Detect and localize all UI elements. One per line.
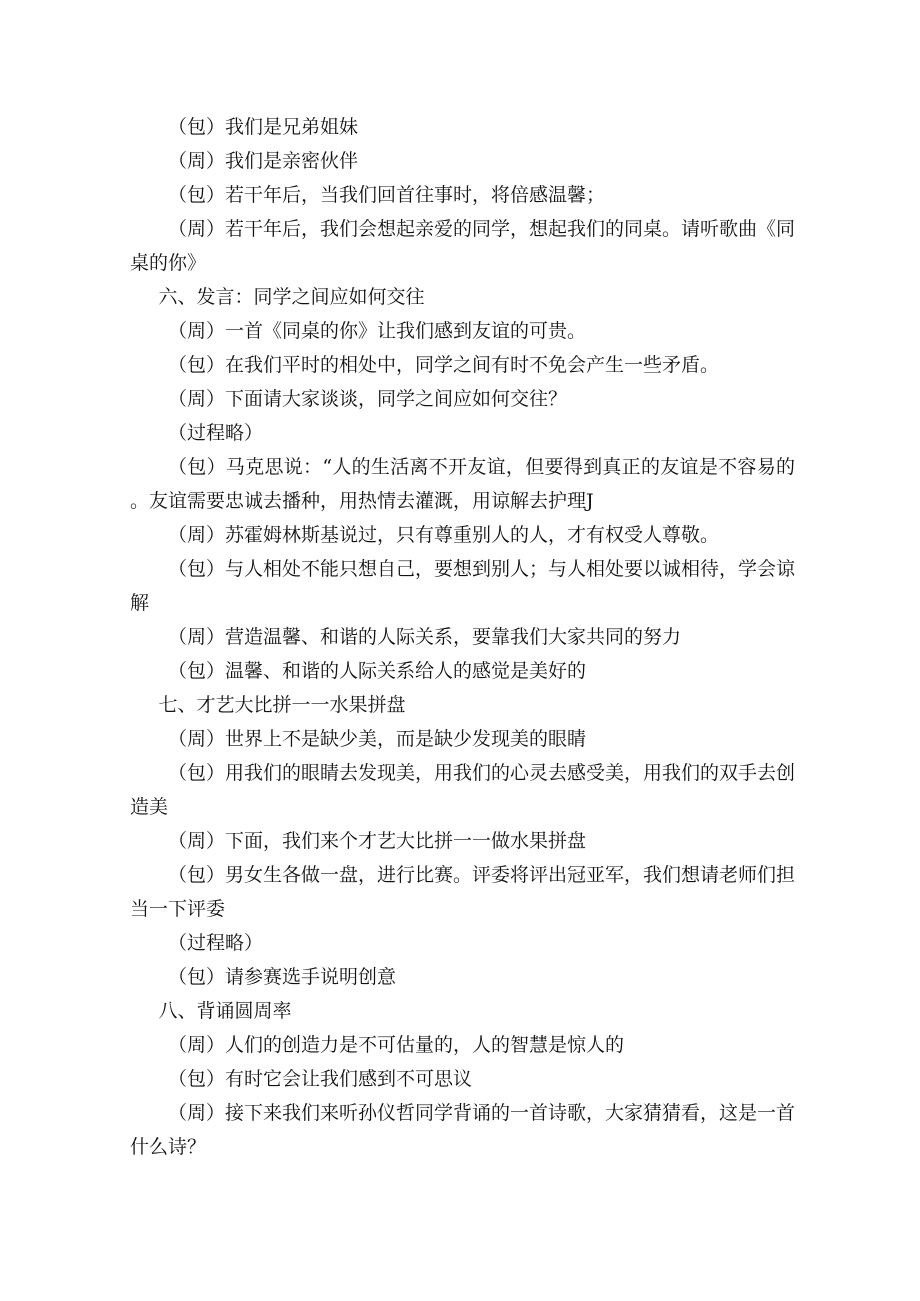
section-heading: 六、发言：同学之间应如何交往: [158, 286, 425, 308]
paragraph: （包）马克思说：“人的生活离不开友谊，但要得到真正的友谊是不容易的。友谊需要忠诚去播种，用热情去灌溉，用谅解去护理J: [130, 456, 795, 512]
paragraph: （周）若干年后，我们会想起亲爱的同学，想起我们的同桌。请听歌曲《同桌的你》: [130, 218, 796, 274]
paragraph: （周）一首《同桌的你》让我们感到友谊的可贵。: [168, 320, 587, 342]
paragraph: （包）男女生各做一盘，进行比赛。评委将评出冠亚军，我们想请老师们担当一下评委: [130, 864, 796, 920]
paragraph: （过程略）: [168, 932, 264, 954]
paragraph: （包）在我们平时的相处中，同学之间有时不免会产生一些矛盾。: [168, 354, 720, 376]
paragraph: （包）与人相处不能只想自己，要想到别人；与人相处要以诚相待，学会谅解: [130, 558, 796, 614]
paragraph: （周）接下来我们来听孙仪哲同学背诵的一首诗歌，大家猜猜看，这是一首什么诗？: [130, 1102, 796, 1158]
paragraph: （周）我们是亲密伙伴: [168, 150, 359, 172]
paragraph: （周）下面，我们来个才艺大比拼一一做水果拼盘: [168, 830, 587, 852]
paragraph: （包）有时它会让我们感到不可思议: [168, 1068, 473, 1090]
paragraph: （包）请参赛选手说明创意: [168, 966, 397, 988]
paragraph: （过程略）: [168, 422, 264, 444]
paragraph: （周）营造温馨、和谐的人际关系，要靠我们大家共同的努力: [168, 626, 682, 648]
paragraph: （包）用我们的眼睛去发现美，用我们的心灵去感受美，用我们的双手去创造美: [130, 762, 796, 818]
section-heading: 七、才艺大比拼一一水果拼盘: [158, 694, 406, 716]
paragraph: （周）苏霍姆林斯基说过，只有尊重别人的人，才有权受人尊敬。: [168, 524, 720, 546]
document-body: [130, 110, 795, 1164]
section-heading: 八、背诵圆周率: [158, 1000, 292, 1022]
paragraph: （包）温馨、和谐的人际关系给人的感觉是美好的: [168, 660, 587, 682]
paragraph: （周）人们的创造力是不可估量的，人的智慧是惊人的: [168, 1034, 625, 1056]
paragraph: （周）世界上不是缺少美，而是缺少发现美的眼睛: [168, 728, 587, 750]
paragraph: （周）下面请大家谈谈，同学之间应如何交往？: [168, 388, 568, 410]
paragraph: （包）我们是兄弟姐妹: [168, 116, 359, 138]
paragraph: （包）若干年后，当我们回首往事时，将倍感温馨；: [168, 184, 606, 206]
